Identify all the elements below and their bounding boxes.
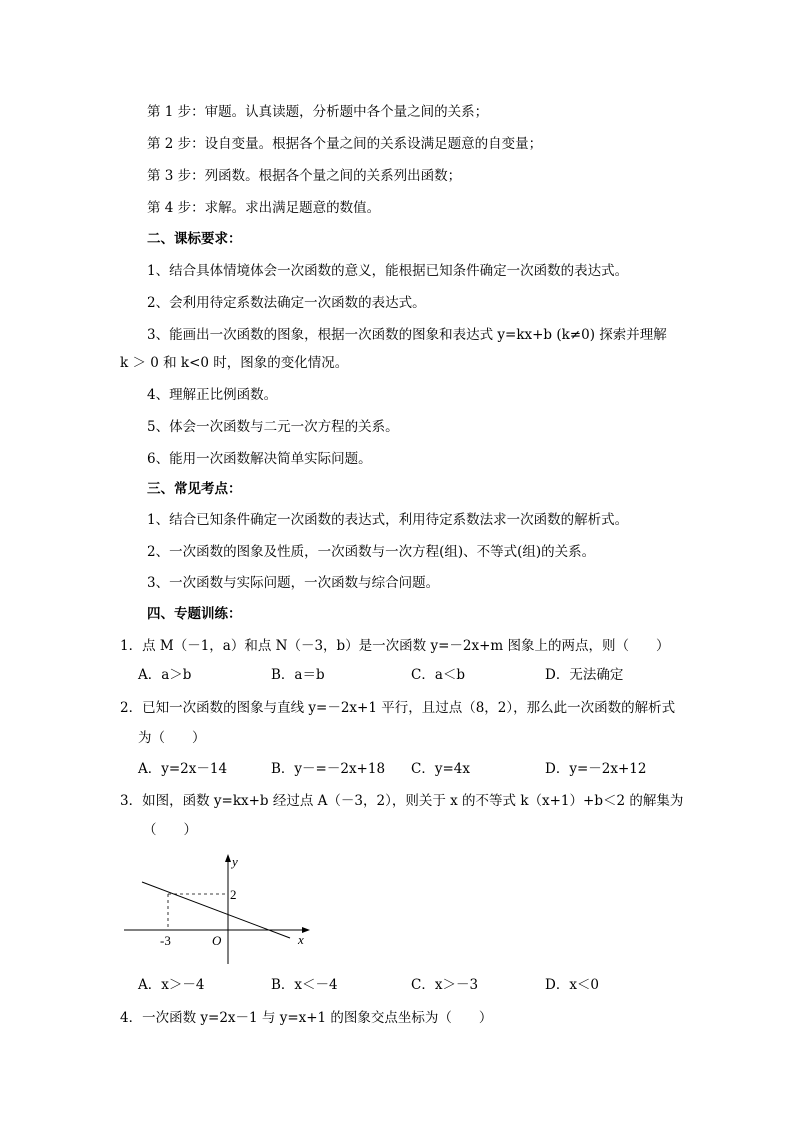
q1-option-d: D．无法确定 (545, 667, 624, 683)
q1-option-a: A．a＞b (138, 667, 192, 683)
y-axis-arrow (225, 854, 231, 862)
exam-point-item: 1、结合已知条件确定一次函数的表达式，利用待定系数法求一次函数的解析式。 (147, 512, 629, 528)
q1-option-b: B．a＝b (271, 667, 325, 683)
standard-item: 2、会利用待定系数法确定一次函数的表达式。 (147, 295, 426, 311)
function-graph-figure (120, 852, 320, 968)
q2-option-a: A．y=2x－14 (138, 761, 228, 777)
standard-item: 1、结合具体情境体会一次函数的意义，能根据已知条件确定一次函数的表达式。 (147, 263, 629, 279)
q2-option-c: C．y=4x (411, 761, 470, 777)
section-heading-2: 二、课标要求： (147, 231, 242, 247)
q3-option-b: B．x＜－4 (271, 977, 338, 993)
step-3: 第 3 步：列函数。根据各个量之间的关系列出函数； (147, 168, 462, 184)
y-tick-label: 2 (230, 887, 237, 902)
x-axis-label: x (298, 932, 304, 947)
question-2-stem: 2．已知一次函数的图象与直线 y=－2x+1 平行，且过点（8，2），那么此一次函数的解析式 (120, 700, 676, 716)
question-3-stem-continued: （ ） (143, 822, 197, 838)
standard-item: 3、能画出一次函数的图象，根据一次函数的图象和表达式 y=kx+b (k≠0) 探索并理解 (147, 327, 667, 343)
step-1: 第 1 步：审题。认真读题，分析题中各个量之间的关系； (147, 104, 489, 120)
section-heading-4: 四、专题训练： (147, 606, 242, 622)
x-tick-label: -3 (160, 933, 171, 948)
exam-point-item: 3、一次函数与实际问题，一次函数与综合问题。 (147, 575, 440, 591)
step-4: 第 4 步：求解。求出满足题意的数值。 (147, 200, 381, 216)
origin-label: O (212, 933, 222, 948)
q3-option-a: A．x＞－4 (138, 977, 205, 993)
question-1-stem: 1．点 M（－1，a）和点 N（－3，b）是一次函数 y=－2x+m 图象上的两点，则（ ） (120, 638, 670, 654)
q1-option-c: C．a＜b (411, 667, 466, 683)
question-2-stem-continued: 为（ ） (138, 730, 206, 746)
q3-option-c: C．x＞－3 (411, 977, 479, 993)
exam-point-item: 2、一次函数的图象及性质，一次函数与一次方程(组)、不等式(组)的关系。 (147, 544, 596, 560)
standard-item: 6、能用一次函数解决简单实际问题。 (147, 451, 372, 467)
standard-item-continued: k ＞ 0 和 k<0 时，图象的变化情况。 (120, 355, 349, 371)
standard-item: 5、体会一次函数与二元一次方程的关系。 (147, 419, 399, 435)
question-3-stem: 3．如图，函数 y=kx+b 经过点 A（－3，2），则关于 x 的不等式 k（x+1）+b＜2 的解集为 (120, 793, 684, 809)
section-heading-3: 三、常见考点： (147, 481, 242, 497)
question-4-stem: 4．一次函数 y=2x－1 与 y=x+1 的图象交点坐标为（ ） (120, 1010, 493, 1026)
q2-option-b: B．y－=－2x+18 (271, 761, 386, 777)
y-axis-label: y (232, 854, 238, 869)
step-2: 第 2 步：设自变量。根据各个量之间的关系设满足题意的自变量； (147, 136, 543, 152)
standard-item: 4、理解正比例函数。 (147, 387, 278, 403)
q3-option-d: D．x＜0 (545, 977, 600, 993)
q2-option-d: D．y=－2x+12 (545, 761, 647, 777)
